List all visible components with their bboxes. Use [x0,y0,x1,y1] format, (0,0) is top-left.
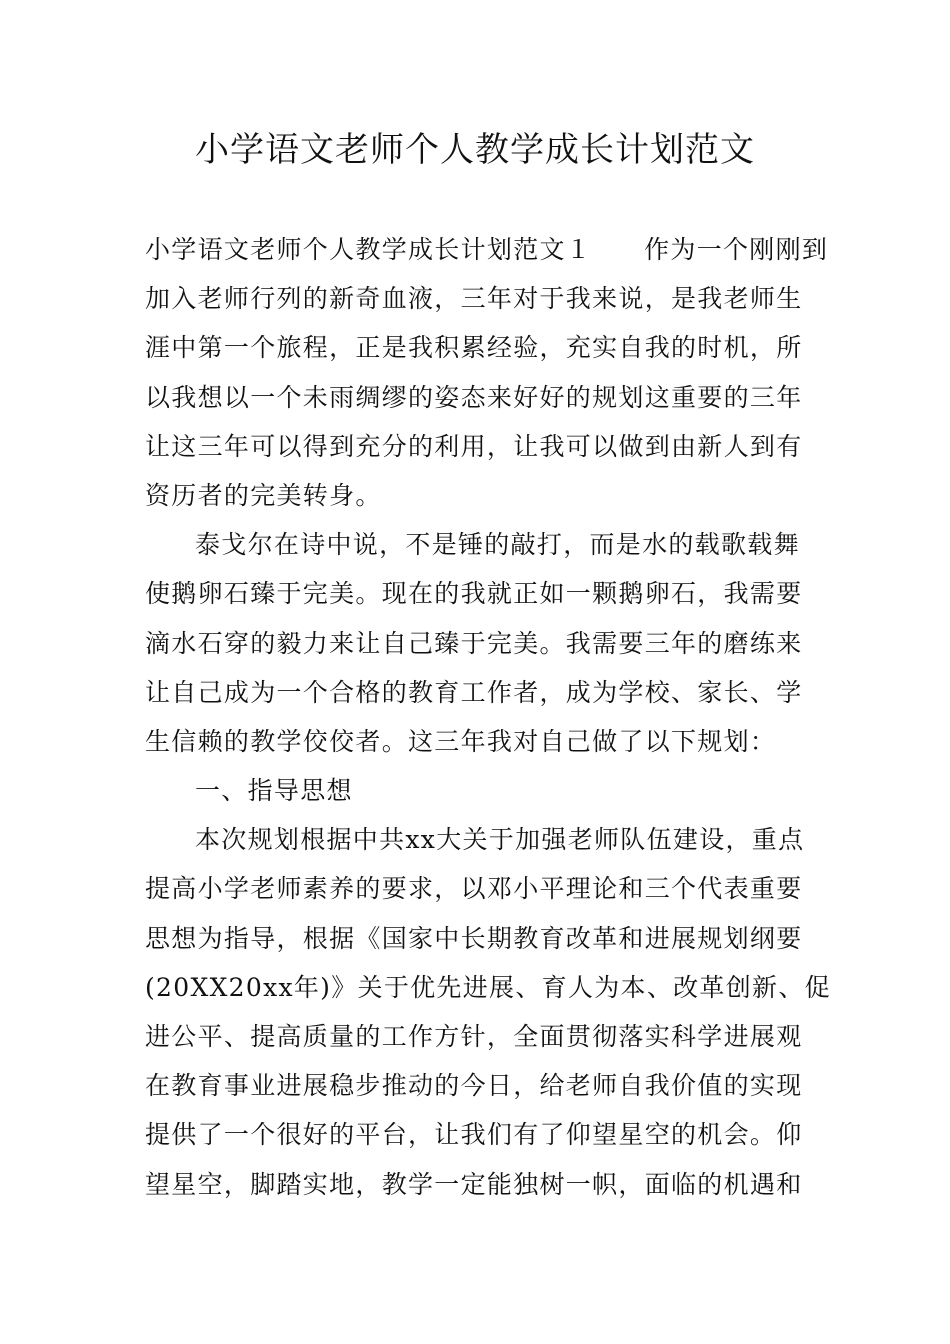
body-line: 使鹅卵石臻于完美。现在的我就正如一颗鹅卵石，我需要 [145,579,803,609]
document-title: 小学语文老师个人教学成长计划范文 [195,130,755,170]
body-line: 资历者的完美转身。 [145,480,382,510]
body-line: 泰戈尔在诗中说，不是锤的敲打，而是水的载歌载舞 [195,530,800,560]
body-text-fragment: 作为一个刚刚到 [644,235,829,264]
document-body [145,225,831,1209]
body-line: 生信赖的教学佼佼者。这三年我对自己做了以下规划： [145,726,777,756]
body-line: 以我想以一个未雨绸缪的姿态来好好的规划这重要的三年 [145,382,803,412]
body-line: (20XX20xx年)》关于优先进展、育人为本、改革创新、促 [145,972,831,1002]
body-line: 进公平、提高质量的工作方针，全面贯彻落实科学进展观 [145,1022,803,1051]
body-line: 涯中第一个旅程，正是我积累经验，充实自我的时机，所 [145,333,803,363]
body-line: 让这三年可以得到充分的利用，让我可以做到由新人到有 [145,431,803,461]
body-line: 思想为指导，根据《国家中长期教育改革和进展规划纲要 [145,923,803,953]
body-line: 让自己成为一个合格的教育工作者，成为学校、家长、学 [145,677,803,707]
body-line: 滴水石穿的毅力来让自己臻于完美。我需要三年的磨练来 [145,628,803,658]
body-line: 在教育事业进展稳步推动的今日，给老师自我价值的实现 [145,1071,803,1101]
body-line: 提供了一个很好的平台，让我们有了仰望星空的机会。仰 [145,1120,803,1150]
body-line: 提高小学老师素养的要求，以邓小平理论和三个代表重要 [145,874,803,904]
body-line [145,225,829,274]
body-line: 加入老师行列的新奇血液，三年对于我来说，是我老师生 [145,284,803,314]
section-heading: 一、指导思想 [195,776,353,806]
body-line: 望星空，脚踏实地，教学一定能独树一帜，面临的机遇和 [145,1169,803,1199]
section-heading-inline: 小学语文老师个人教学成长计划范文１ [145,235,593,264]
body-line: 本次规划根据中共xx大关于加强老师队伍建设，重点 [195,825,805,855]
